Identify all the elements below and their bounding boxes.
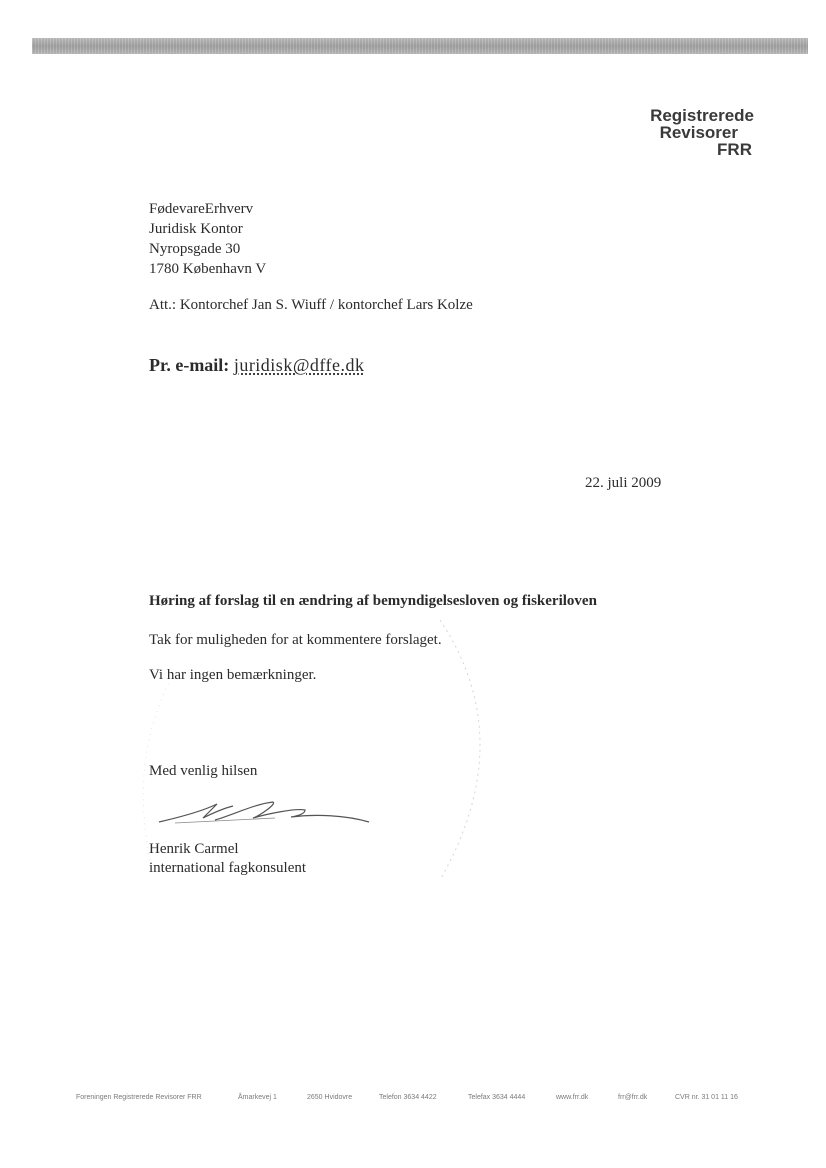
closing-phrase: Med venlig hilsen xyxy=(149,763,258,779)
body-paragraph-1: Tak for muligheden for at kommentere forslaget. xyxy=(149,632,442,648)
footer-cvr: CVR nr. 31 01 11 16 xyxy=(675,1094,738,1101)
footer-web-link[interactable]: www.frr.dk xyxy=(556,1094,589,1101)
recipient-department: Juridisk Kontor xyxy=(149,221,243,237)
footer-email-link[interactable]: frr@frr.dk xyxy=(618,1094,648,1101)
recipient-street: Nyropsgade 30 xyxy=(149,241,241,257)
footer-fax: Telefax 3634 4444 xyxy=(468,1094,526,1101)
handwritten-signature xyxy=(155,796,375,830)
signer-name: Henrik Carmel xyxy=(149,841,239,857)
footer-phone: Telefon 3634 4422 xyxy=(379,1094,437,1101)
logo-line-2: Revisorer xyxy=(659,123,738,142)
email-address-link[interactable]: juridisk@dffe.dk xyxy=(233,355,365,375)
letter-date: 22. juli 2009 xyxy=(585,475,662,491)
frr-logo xyxy=(650,107,754,158)
letter-subject: Høring af forslag til en ændring af bemyndigelsesloven og fiskeriloven xyxy=(149,593,597,609)
signer-block xyxy=(149,840,306,878)
body-paragraph-2: Vi har ingen bemærkninger. xyxy=(149,667,317,683)
letterhead-band xyxy=(32,38,808,54)
signer-title: international fagkonsulent xyxy=(149,860,307,876)
footer-org: Foreningen Registrerede Revisorer FRR xyxy=(76,1094,202,1101)
letter-footer xyxy=(76,1094,756,1106)
footer-street: Åmarkevej 1 xyxy=(238,1094,277,1101)
recipient-name: FødevareErhverv xyxy=(149,201,254,217)
attention-line: Att.: Kontorchef Jan S. Wiuff / kontorchef Lars Kolze xyxy=(149,297,473,313)
recipient-address xyxy=(149,199,266,279)
email-label: Pr. e-mail: xyxy=(149,355,230,375)
recipient-city: 1780 København V xyxy=(149,261,267,277)
faint-stamp-arc xyxy=(110,560,510,960)
logo-line-1: Registrerede xyxy=(650,106,754,125)
logo-line-3: FRR xyxy=(717,140,752,159)
footer-city: 2650 Hvidovre xyxy=(307,1094,353,1101)
email-line xyxy=(149,355,365,376)
